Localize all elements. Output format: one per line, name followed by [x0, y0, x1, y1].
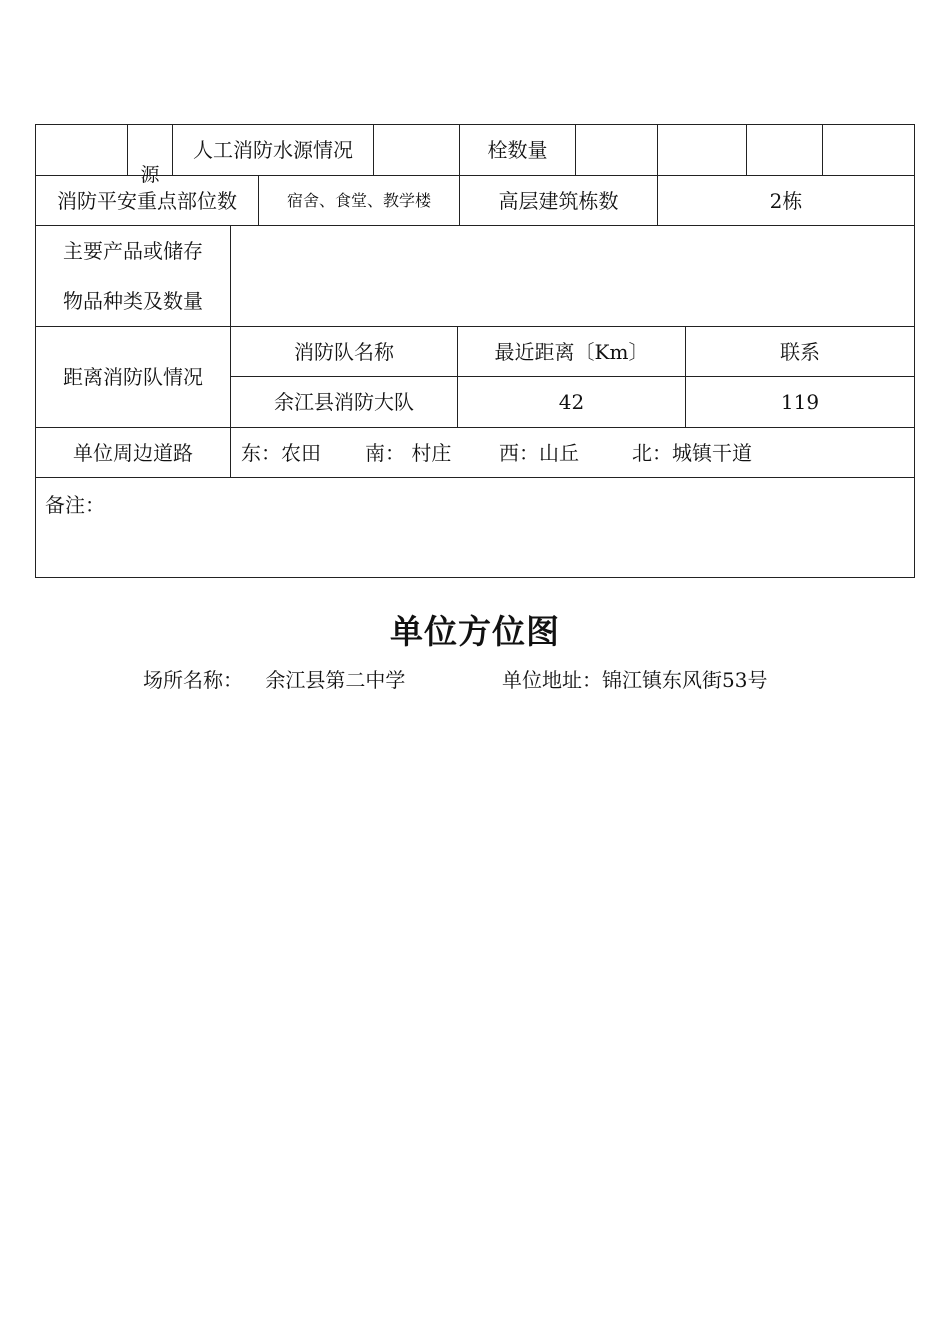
artificial-water-label-cell	[173, 125, 373, 175]
row-divider	[35, 477, 914, 478]
remarks-label-cell	[45, 490, 165, 520]
high-rise-value-cell	[658, 176, 914, 225]
hydrant-count-label: 栓数量	[487, 138, 548, 162]
roads-label: 单位周边道路	[73, 440, 193, 465]
brigade-name-cell	[231, 377, 457, 427]
table-border-bottom	[35, 577, 914, 578]
address-label: 单位地址：	[502, 668, 602, 692]
roads-value-cell	[231, 428, 914, 477]
venue-label: 场所名称：	[143, 668, 243, 692]
key-parts-value: 宿舍、食堂、教学楼	[286, 190, 431, 210]
brigade-name: 余江县消防大队	[274, 390, 414, 414]
brigade-contact-header: 联系	[780, 339, 820, 364]
venue-line	[143, 664, 405, 693]
high-rise-value: 2栋	[769, 188, 803, 213]
brigade-contact-header-cell	[686, 327, 914, 376]
table-border-right	[914, 124, 915, 578]
map-section-title: 单位方位图	[390, 612, 560, 651]
col-divider	[657, 124, 658, 175]
col-divider	[746, 124, 747, 175]
remarks-label: 备注：	[45, 493, 105, 517]
brigade-name-header-cell	[231, 327, 457, 376]
brigade-distance: 42	[558, 390, 585, 414]
col-divider	[575, 124, 576, 175]
brigade-distance-header-cell	[458, 327, 685, 376]
road-north: 北：城镇干道	[632, 440, 752, 465]
artificial-water-label: 人工消防水源情况	[193, 138, 353, 162]
brigade-contact-cell	[686, 377, 914, 427]
products-value-cell	[231, 226, 914, 326]
high-rise-label: 高层建筑栋数	[498, 188, 619, 213]
road-west: 西：山丘	[499, 440, 579, 465]
brigade-distance-cell	[458, 377, 685, 427]
water-source-fragment-text: 源	[140, 163, 160, 186]
address-value: 锦江镇东风街53号	[602, 668, 768, 692]
brigade-contact: 119	[780, 390, 820, 414]
key-parts-label: 消防平安重点部位数	[57, 188, 237, 213]
roads-label-cell	[36, 428, 230, 477]
address-line	[502, 664, 767, 693]
products-label-cell	[36, 226, 230, 326]
col-divider	[822, 124, 823, 175]
road-south: 南： 村庄	[365, 440, 452, 465]
col-divider	[373, 124, 374, 175]
fire-brigade-label-cell	[36, 327, 230, 427]
products-label-line2: 物品种类及数量	[63, 289, 203, 313]
brigade-distance-header: 最近距离〔Km〕	[494, 339, 649, 364]
key-parts-value-cell	[259, 176, 459, 225]
key-parts-label-cell	[36, 176, 258, 225]
high-rise-label-cell	[460, 176, 657, 225]
brigade-name-header: 消防队名称	[294, 339, 394, 364]
products-label-line1: 主要产品或储存	[63, 239, 203, 263]
venue-value: 余江县第二中学	[265, 668, 406, 692]
road-east: 东：农田	[241, 440, 321, 465]
hydrant-count-label-cell	[460, 125, 575, 175]
fire-brigade-label: 距离消防队情况	[63, 365, 203, 389]
